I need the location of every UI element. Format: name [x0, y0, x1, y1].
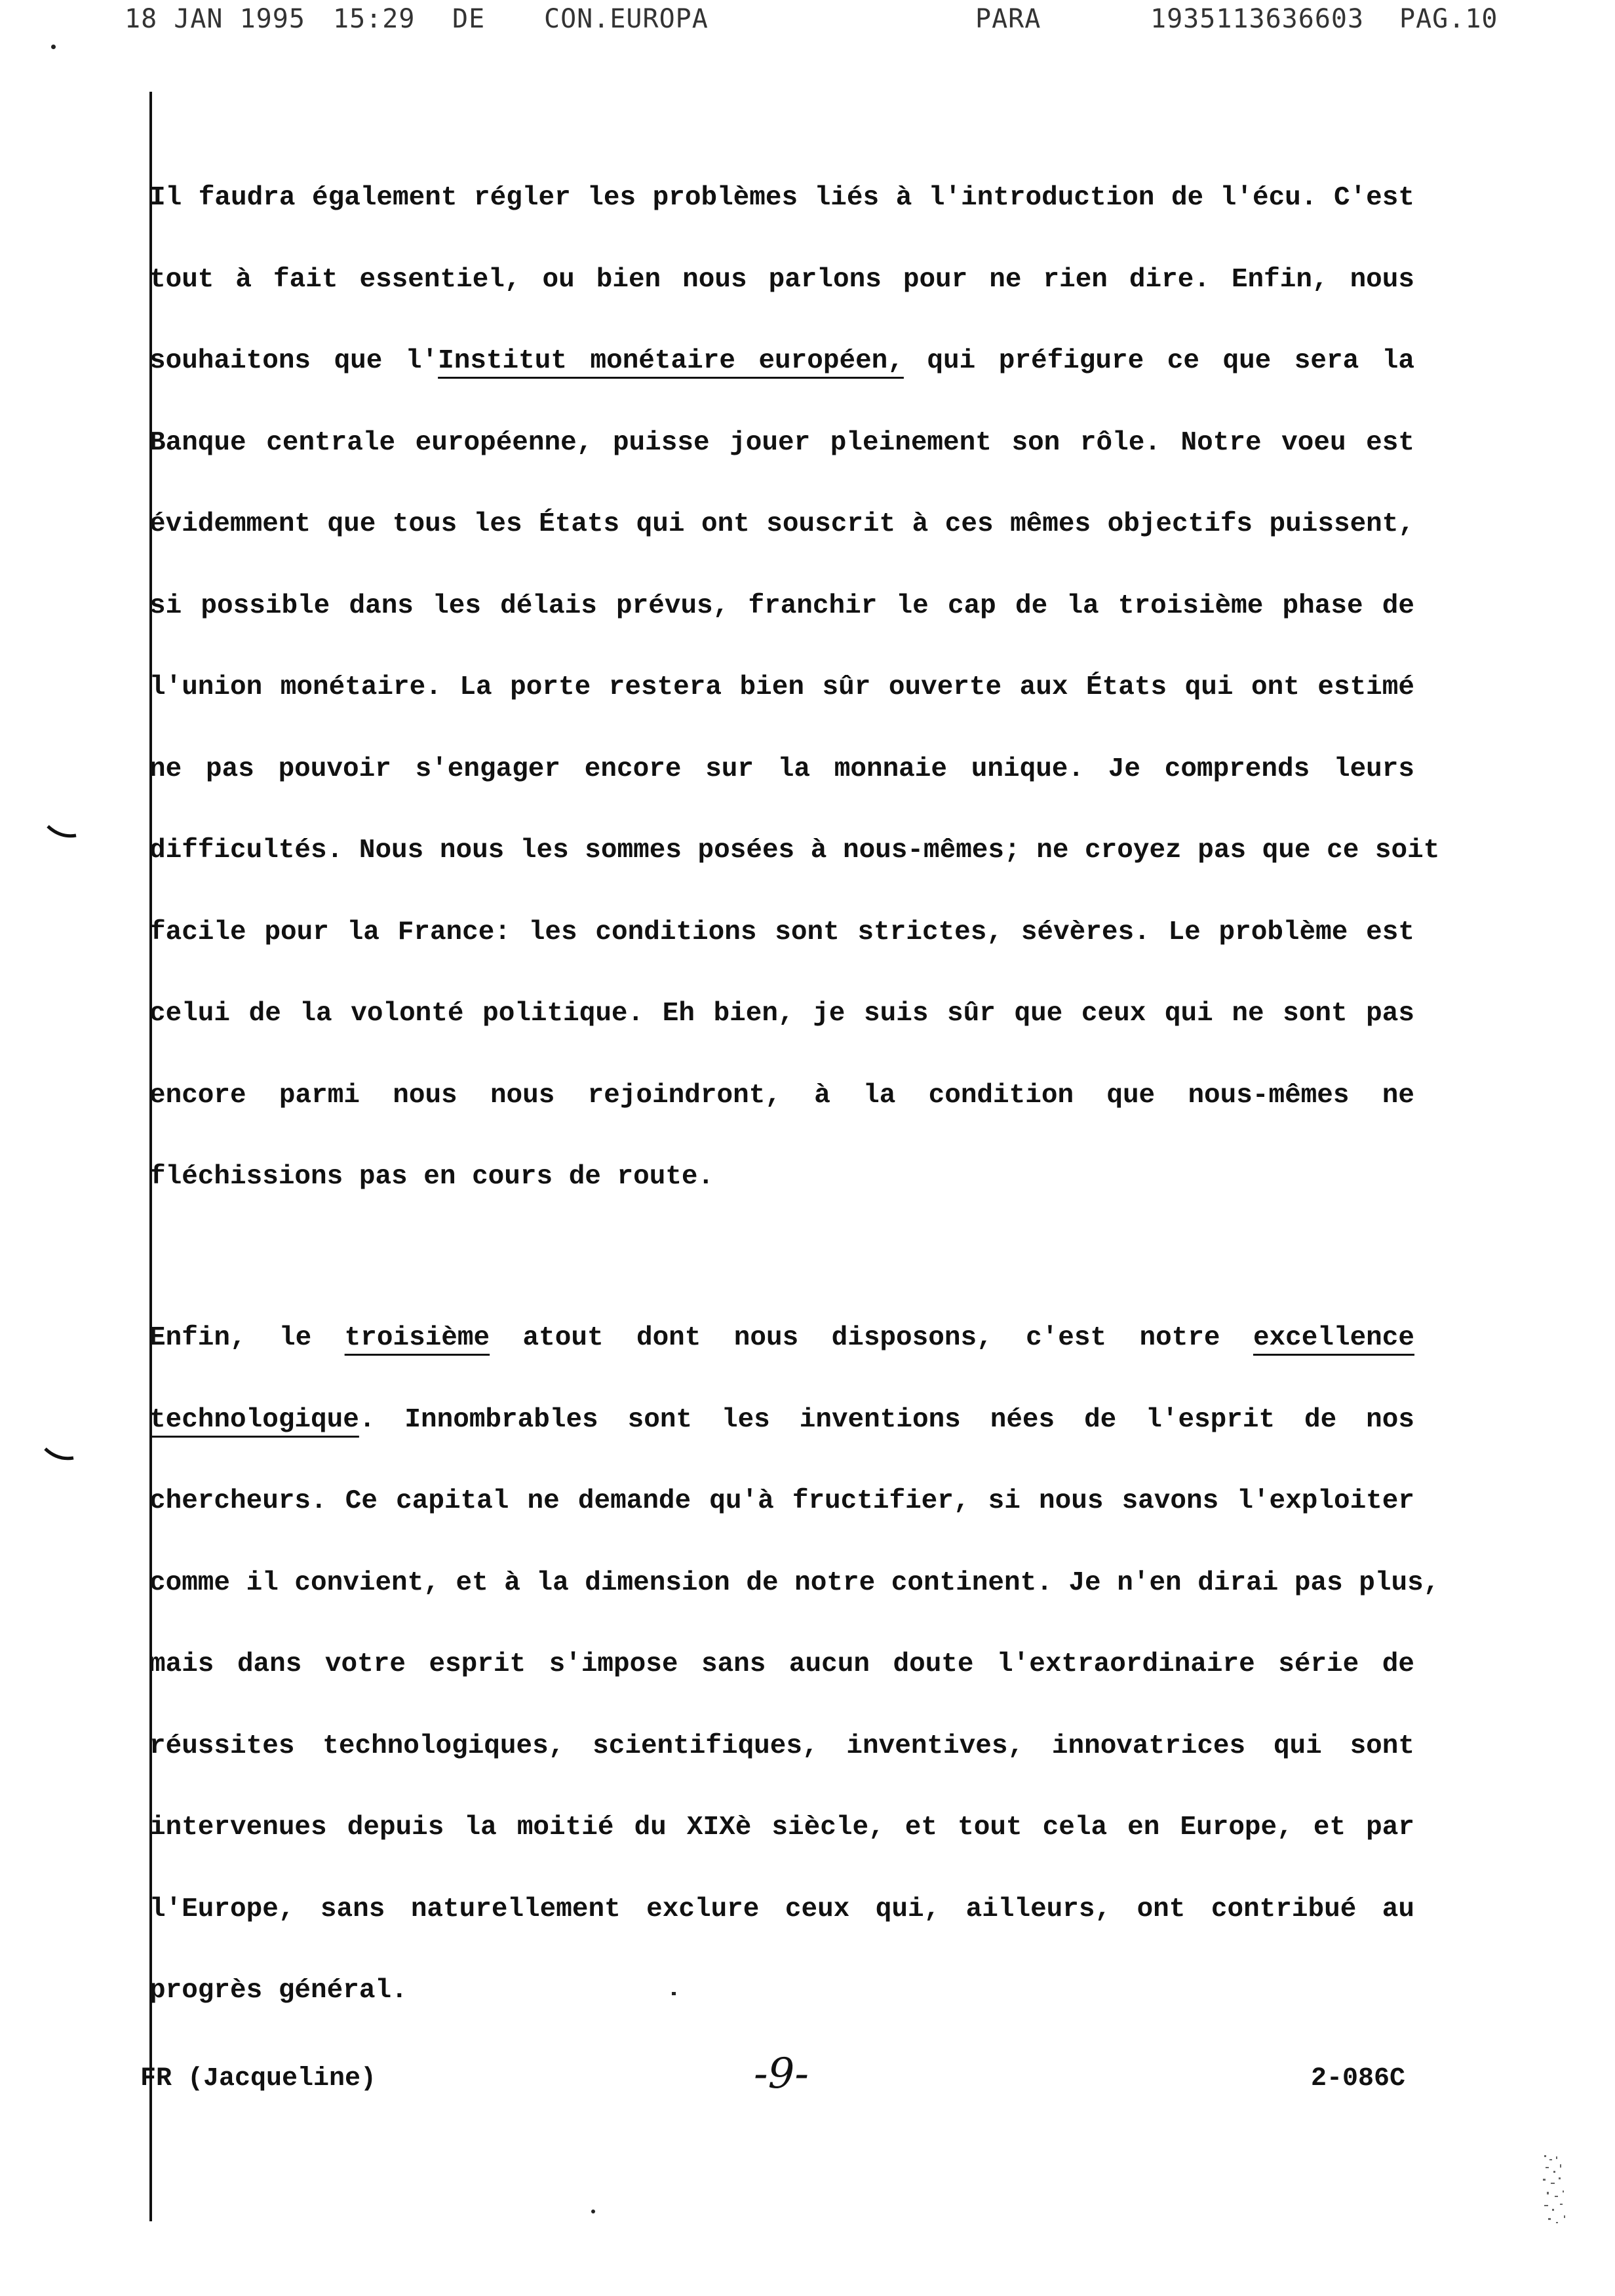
text-line: technologique. Innombrables sont les inventions nées de l'esprit de nos — [149, 1404, 1414, 1435]
footer-author: FR (Jacqueline) — [140, 2064, 377, 2094]
paragraph-1 — [149, 170, 1440, 1231]
scan-speck — [591, 2210, 595, 2213]
underlined-word: excellence — [1253, 1323, 1414, 1353]
underlined-word: troisième — [344, 1323, 490, 1353]
text-line: réussites technologiques, scientifiques, inventives, innovatrices qui sont — [149, 1731, 1414, 1761]
text-line: évidemment que tous les États qui ont souscrit à ces mêmes objectifs puissent, — [149, 509, 1414, 539]
scan-speck — [672, 1992, 676, 1995]
text-line: mais dans votre esprit s'impose sans aucun doute l'extraordinaire série de — [149, 1649, 1414, 1679]
text-line: intervenues depuis la moitié du XIXè siècle, et tout cela en Europe, et par — [149, 1812, 1414, 1843]
underlined-phrase: Institut monétaire européen, — [438, 346, 904, 376]
text-line: fléchissions pas en cours de route. — [149, 1162, 714, 1192]
text-line: encore parmi nous nous rejoindront, à la condition que nous-mêmes ne — [149, 1080, 1414, 1111]
underlined-word: technologique — [149, 1404, 359, 1435]
text-line: ne pas pouvoir s'engager encore sur la monnaie unique. Je comprends leurs — [149, 754, 1414, 784]
fax-from: CON.EUROPA — [544, 4, 709, 34]
fax-date: 18 JAN 1995 — [125, 4, 305, 34]
text-line: facile pour la France: les conditions sont strictes, sévères. Le problème est — [149, 917, 1414, 947]
margin-bracket-mark — [46, 822, 79, 842]
fax-number: 1935113636603 — [1150, 4, 1365, 34]
text-line: si possible dans les délais prévus, franchir le cap de la troisième phase de — [149, 590, 1414, 621]
footer-page-number: -9- — [754, 2050, 809, 2098]
text-line: tout à fait essentiel, ou bien nous parlons pour ne rien dire. Enfin, nous — [149, 264, 1414, 295]
scan-noise-mark — [1540, 2152, 1573, 2231]
margin-bracket-mark — [43, 1445, 76, 1464]
text-line: souhaitons que l'Institut monétaire européen, qui préfigure ce que sera la — [149, 346, 1414, 376]
text-line: l'Europe, sans naturellement exclure ceux qui, ailleurs, ont contribué au — [149, 1894, 1414, 1924]
text-line: difficultés. Nous nous les sommes posées à nous-mêmes; ne croyez pas que ce soit — [149, 835, 1440, 866]
text-line: Enfin, le troisième atout dont nous disposons, c'est notre excellence — [149, 1323, 1414, 1353]
scan-speck — [51, 45, 56, 49]
fax-time: 15:29 — [333, 4, 416, 34]
text-line: l'union monétaire. La porte restera bien sûr ouverte aux États qui ont estimé — [149, 672, 1414, 702]
text-line: chercheurs. Ce capital ne demande qu'à fructifier, si nous savons l'exploiter — [149, 1486, 1414, 1516]
fax-to-label: PARA — [975, 4, 1041, 34]
paragraph-2 — [149, 1311, 1440, 2045]
fax-from-label: DE — [452, 4, 486, 34]
fax-page: PAG.10 — [1399, 4, 1498, 34]
fax-header — [0, 4, 1615, 43]
text-line: celui de la volonté politique. Eh bien, je suis sûr que ceux qui ne sont pas — [149, 999, 1414, 1029]
text-line: progrès général. — [149, 1976, 408, 2006]
text-line: comme il convient, et à la dimension de notre continent. Je n'en dirai pas plus, — [149, 1567, 1440, 1598]
footer-document-code: 2-086C — [1311, 2064, 1406, 2094]
text-line: Banque centrale européenne, puisse jouer pleinement son rôle. Notre voeu est — [149, 427, 1414, 458]
text-line: Il faudra également régler les problèmes liés à l'introduction de l'écu. C'est — [149, 183, 1414, 213]
